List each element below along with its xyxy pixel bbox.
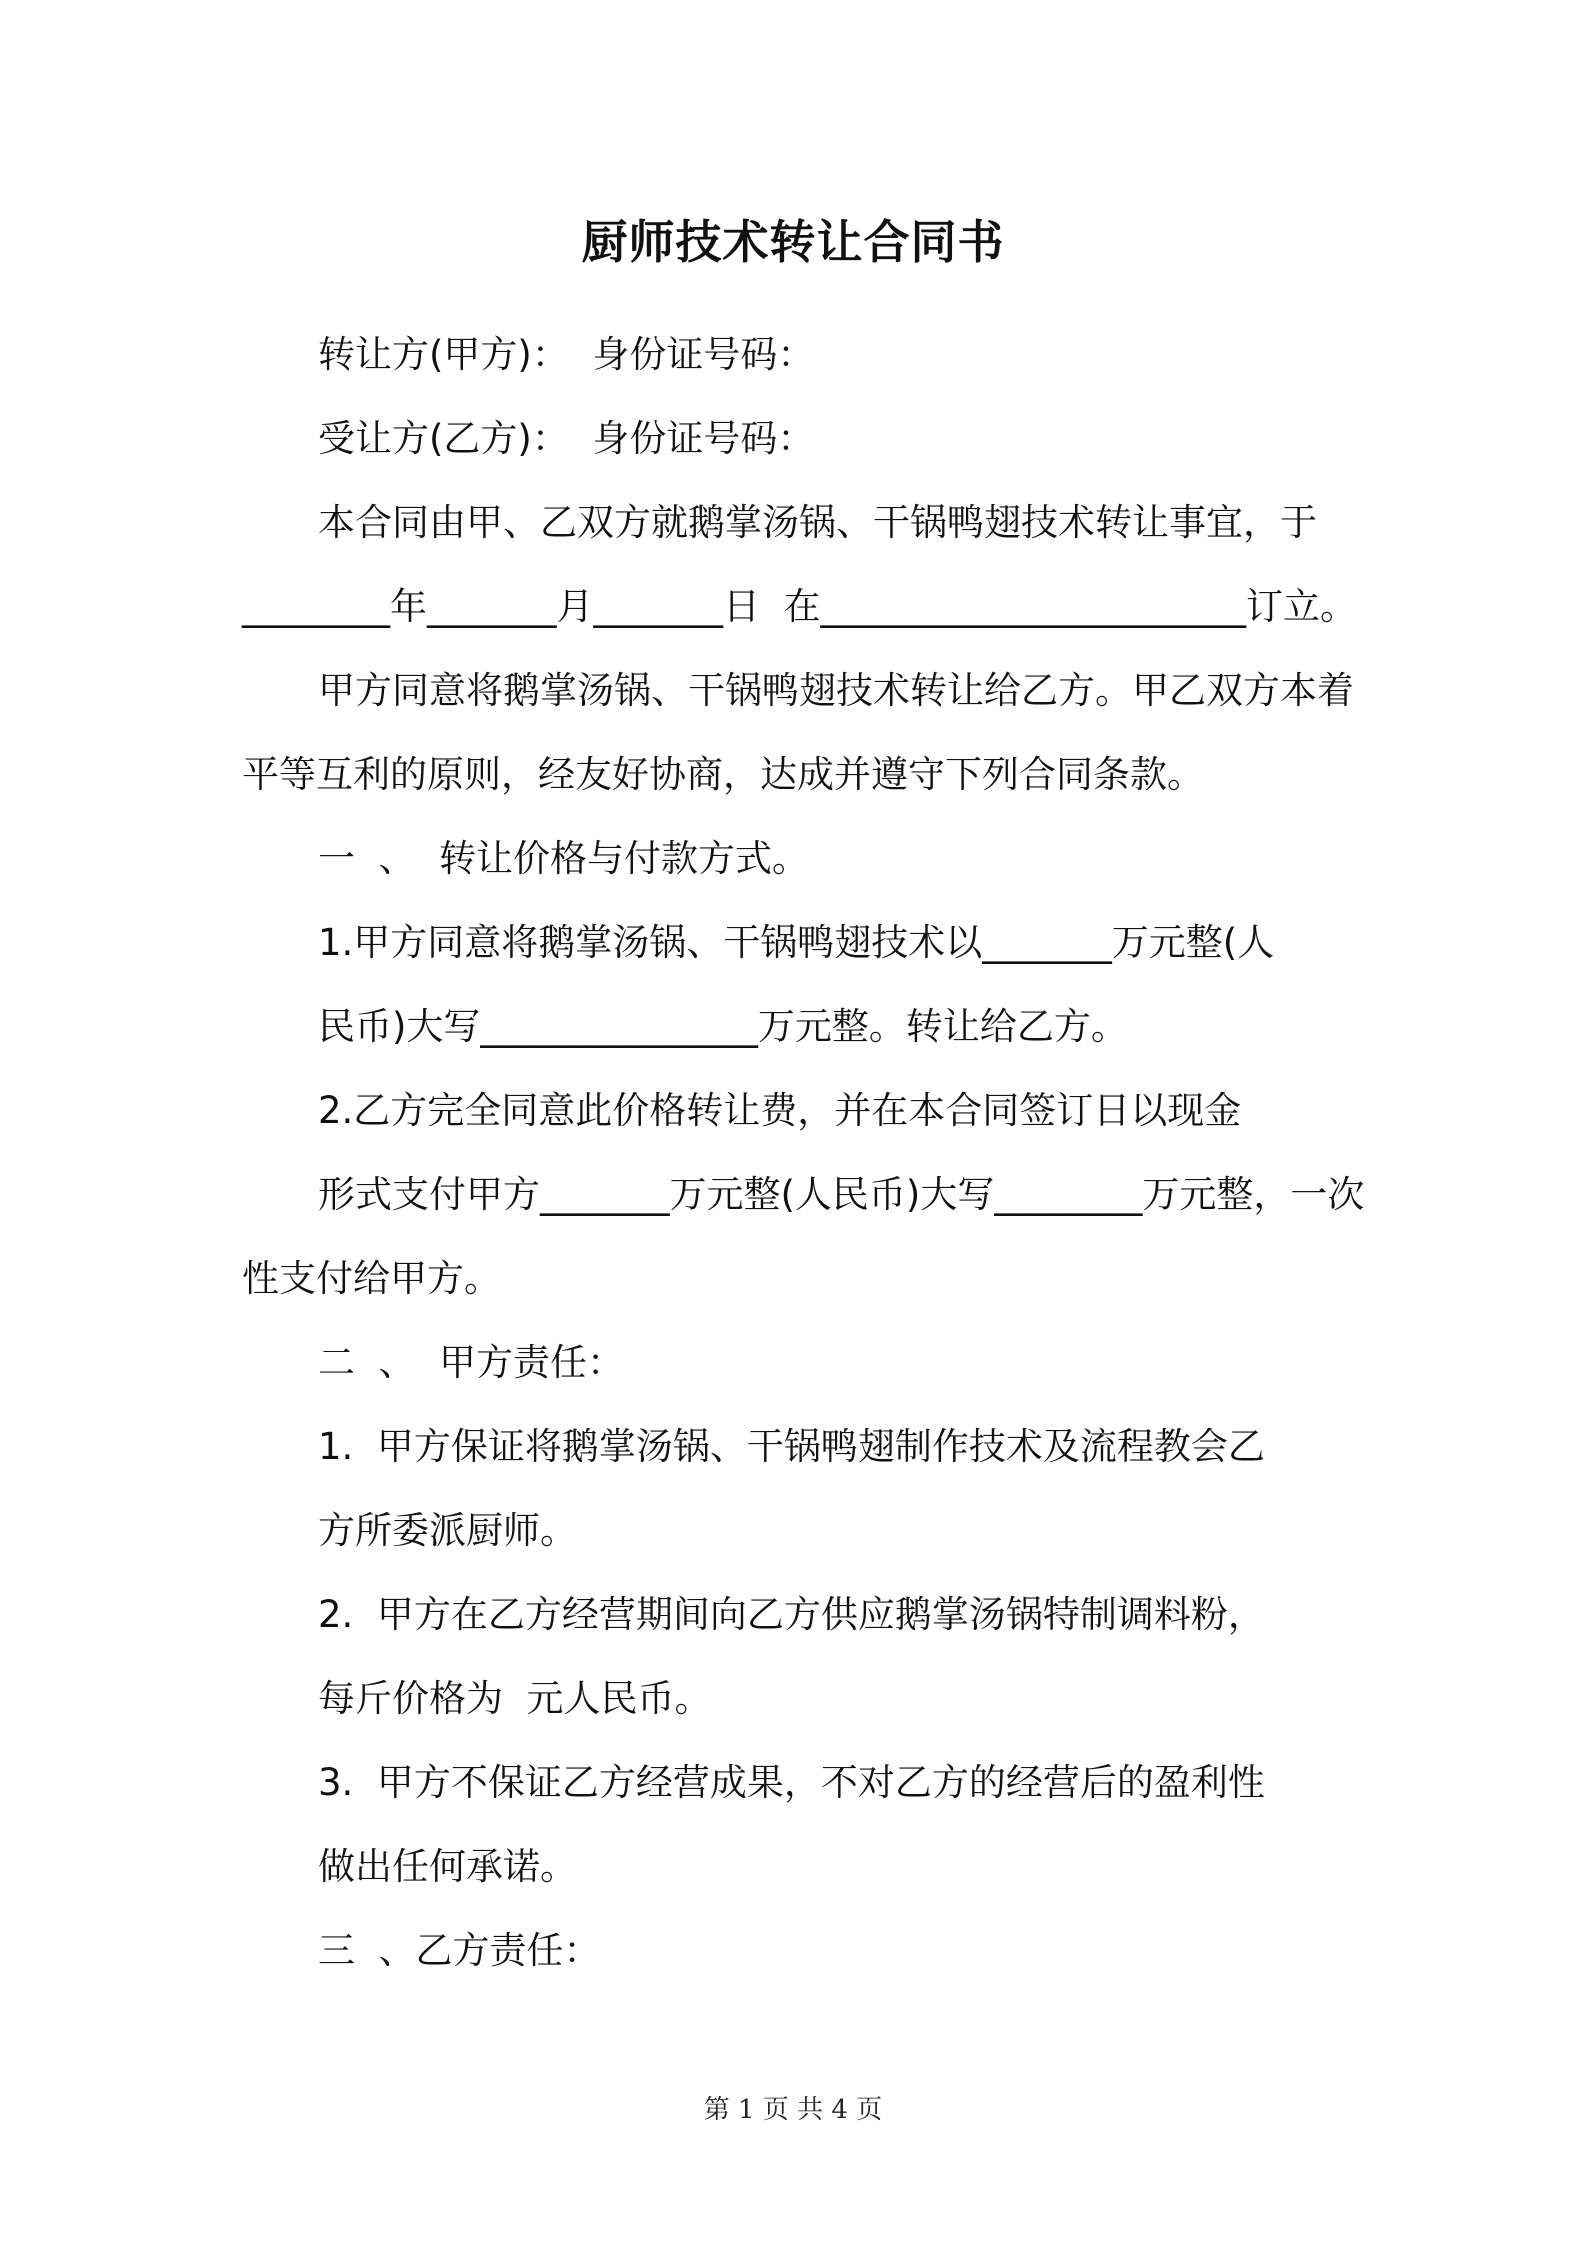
- line-agreement-2: 平等互利的原则，经友好协商，达成并遵守下列合同条款。: [242, 753, 1204, 796]
- section-heading-3: 三 、乙方责任：: [318, 1929, 601, 1972]
- line-agreement-1: 甲方同意将鹅掌汤锅、干锅鸭翅技术转让给乙方。甲乙双方本着: [318, 669, 1354, 712]
- clause-1-2a: 2.乙方完全同意此价格转让费，并在本合同签订日以现金: [318, 1089, 1242, 1132]
- clause-1-2c: 性支付给甲方。: [242, 1257, 501, 1300]
- clause-2-1a: 1. 甲方保证将鹅掌汤锅、干锅鸭翅制作技术及流程教会乙: [318, 1425, 1265, 1468]
- clause-2-3b: 做出任何承诺。: [318, 1845, 577, 1888]
- clause-2-1b: 方所委派厨师。: [318, 1509, 577, 1552]
- page-indicator: 第 1 页 共 4 页: [703, 2095, 883, 2125]
- document-title: 厨师技术转让合同书: [581, 215, 1005, 269]
- section-heading-1: 一 、 转让价格与付款方式。: [318, 837, 810, 880]
- clause-1-2b: 形式支付甲方_______万元整(人民币)大写________万元整，一次: [318, 1173, 1365, 1216]
- clause-1-1a: 1.甲方同意将鹅掌汤锅、干锅鸭翅技术以_______万元整(人: [318, 921, 1275, 964]
- clause-2-3a: 3. 甲方不保证乙方经营成果，不对乙方的经营后的盈利性: [318, 1761, 1265, 1804]
- line-intro: 本合同由甲、乙双方就鹅掌汤锅、干锅鸭翅技术转让事宜，于: [318, 501, 1317, 544]
- section-heading-2: 二 、 甲方责任：: [318, 1341, 625, 1384]
- clause-2-2a: 2. 甲方在乙方经营期间向乙方供应鹅掌汤锅特制调料粉，: [318, 1593, 1265, 1636]
- line-transferor: 转让方(甲方)： 身份证号码：: [318, 333, 815, 376]
- line-date-place: ________年_______月_______日 在_______________________订立。: [242, 585, 1358, 628]
- clause-1-1b: 民币)大写_______________万元整。转让给乙方。: [318, 1005, 1128, 1048]
- line-transferee: 受让方(乙方)： 身份证号码：: [318, 417, 815, 460]
- clause-2-2b: 每斤价格为 元人民币。: [318, 1677, 712, 1720]
